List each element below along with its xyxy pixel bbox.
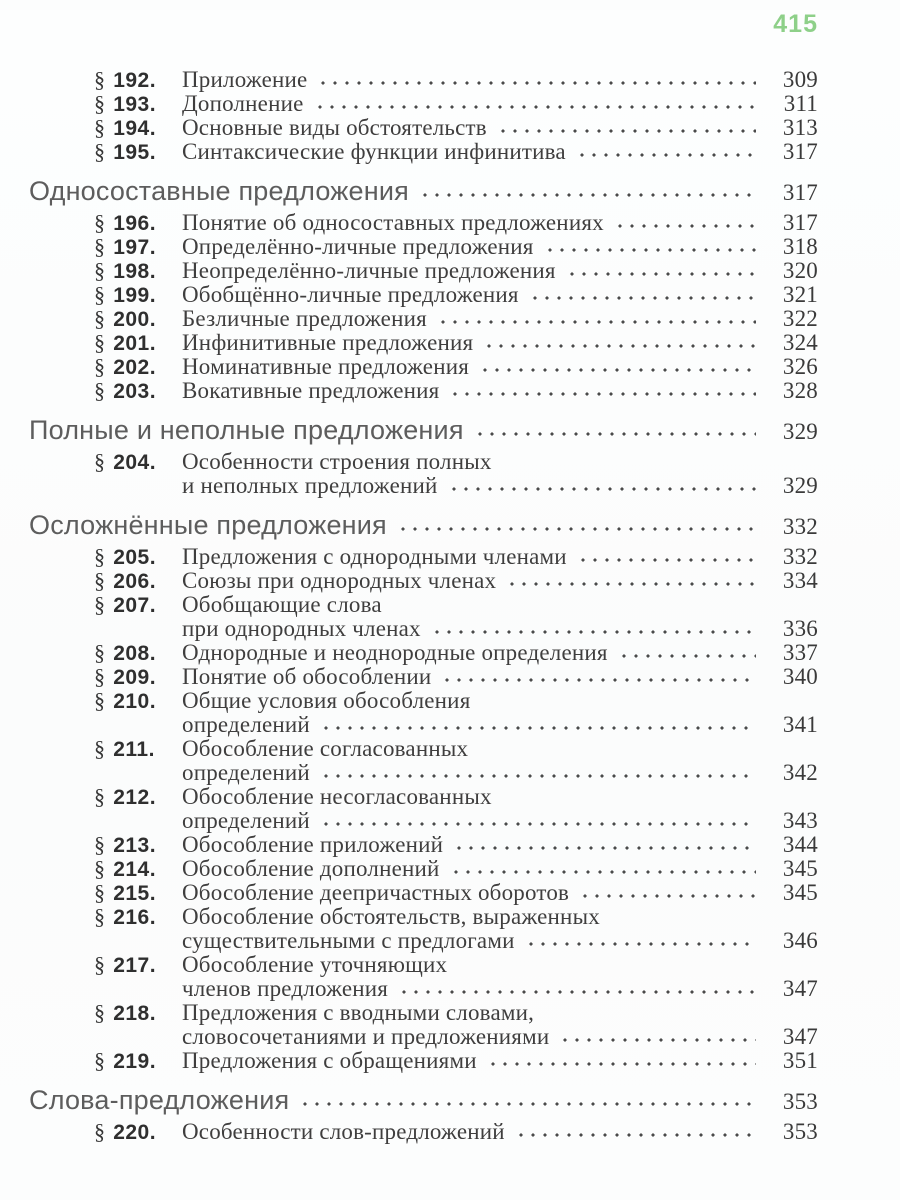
section-mark: § xyxy=(94,856,106,881)
section-mark: § xyxy=(94,234,106,259)
section-mark: § xyxy=(94,784,106,809)
section-mark: § xyxy=(94,832,106,857)
entry-title: Обособление уточняющих xyxy=(182,952,448,977)
entry-number: 195. xyxy=(113,141,157,164)
entry-page-number: 346 xyxy=(782,928,818,953)
section-mark: § xyxy=(94,139,106,164)
entry-page-number: 334 xyxy=(782,568,818,593)
dot-leader xyxy=(614,223,756,229)
toc-entry xyxy=(0,1049,900,1073)
dot-leader xyxy=(529,295,756,301)
toc-entry xyxy=(0,283,900,307)
dot-leader xyxy=(453,845,756,851)
entry-page-number: 309 xyxy=(782,67,818,92)
entry-number: 214. xyxy=(113,858,157,881)
toc-entry xyxy=(0,116,900,140)
section-page-number: 353 xyxy=(782,1089,818,1114)
entry-title: Понятие об обособлении xyxy=(182,664,432,689)
section-mark: § xyxy=(94,306,106,331)
dot-leader xyxy=(448,486,756,492)
toc-section-header xyxy=(0,176,900,206)
section-mark: § xyxy=(94,592,106,617)
entry-title: Особенности строения полных xyxy=(182,449,492,474)
entry-number-cell xyxy=(94,259,182,284)
entry-number: 193. xyxy=(113,93,157,116)
entry-page-number: 353 xyxy=(782,1119,818,1144)
entry-page-number: 311 xyxy=(783,91,818,116)
entry-title: определений xyxy=(182,712,310,737)
section-header-title: Односоставные предложения xyxy=(29,176,409,206)
dot-leader xyxy=(314,104,756,110)
entry-page-number: 318 xyxy=(782,234,818,259)
entry-title: Синтаксические функции инфинитива xyxy=(182,139,566,164)
section-mark: § xyxy=(94,210,106,235)
toc-entry-continuation xyxy=(0,761,900,785)
section-header-title: Слова-предложения xyxy=(29,1085,290,1115)
book-page xyxy=(0,10,900,1200)
dot-leader xyxy=(566,271,756,277)
dot-leader xyxy=(419,192,756,198)
entry-number: 207. xyxy=(113,594,157,617)
toc-entry-continuation xyxy=(0,617,900,641)
dot-leader xyxy=(441,677,756,683)
entry-number-cell xyxy=(94,641,182,666)
entry-number: 206. xyxy=(113,570,157,593)
entry-number: 220. xyxy=(113,1121,157,1144)
entry-title: Обобщающие слова xyxy=(182,592,382,617)
toc-entry xyxy=(0,905,900,929)
entry-title: Дополнение xyxy=(182,91,304,116)
entry-page-number: 344 xyxy=(782,832,818,857)
entry-number-cell xyxy=(94,283,182,308)
dot-leader xyxy=(317,80,756,86)
entry-number: 213. xyxy=(113,834,157,857)
entry-number-cell xyxy=(94,331,182,356)
entry-number-cell xyxy=(94,1049,182,1074)
dot-leader xyxy=(320,821,756,827)
section-mark: § xyxy=(94,354,106,379)
entry-page-number: 320 xyxy=(782,258,818,283)
entry-number: 194. xyxy=(113,117,157,140)
entry-page-number: 345 xyxy=(782,880,818,905)
dot-leader xyxy=(474,431,756,437)
entry-number-cell xyxy=(94,68,182,93)
toc-entry xyxy=(0,355,900,379)
toc-section-header xyxy=(0,415,900,445)
dot-leader xyxy=(579,893,756,899)
toc-entry xyxy=(0,953,900,977)
entry-page-number: 313 xyxy=(782,115,818,140)
toc-entry xyxy=(0,211,900,235)
dot-leader xyxy=(618,653,756,659)
section-mark: § xyxy=(94,544,106,569)
section-mark: § xyxy=(94,640,106,665)
section-mark: § xyxy=(94,91,106,116)
entry-title: Приложение xyxy=(182,67,308,92)
toc-entry xyxy=(0,593,900,617)
entry-page-number: 324 xyxy=(782,330,818,355)
dot-leader xyxy=(320,725,756,731)
toc-entry-continuation xyxy=(0,1025,900,1049)
toc-section-header xyxy=(0,1085,900,1115)
section-mark: § xyxy=(94,904,106,929)
entry-page-number: 341 xyxy=(782,712,818,737)
entry-page-number: 336 xyxy=(782,616,818,641)
toc-entry xyxy=(0,235,900,259)
section-page-number: 332 xyxy=(782,514,818,539)
dot-leader xyxy=(497,128,756,134)
entry-title: Обособление согласованных xyxy=(182,736,469,761)
folio-page-number: 415 xyxy=(773,10,818,38)
entry-page-number: 317 xyxy=(782,210,818,235)
entry-number: 219. xyxy=(113,1050,157,1073)
entry-page-number: 347 xyxy=(782,1024,818,1049)
entry-title: Безличные предложения xyxy=(182,306,427,331)
section-header-title: Полные и неполные предложения xyxy=(29,415,464,445)
table-of-contents xyxy=(0,68,900,1144)
entry-title: Инфинитивные предложения xyxy=(182,330,474,355)
entry-number: 217. xyxy=(113,954,157,977)
entry-page-number: 321 xyxy=(782,282,818,307)
entry-title: членов предложения xyxy=(182,976,389,1001)
entry-page-number: 342 xyxy=(782,760,818,785)
entry-page-number: 340 xyxy=(782,664,818,689)
entry-title: Обособление несогласованных xyxy=(182,784,492,809)
toc-entry xyxy=(0,785,900,809)
entry-title: Определённо-личные предложения xyxy=(182,234,534,259)
entry-number-cell xyxy=(94,235,182,260)
entry-page-number: 347 xyxy=(782,976,818,1001)
entry-number: 210. xyxy=(113,690,157,713)
toc-entry-continuation xyxy=(0,977,900,1001)
section-mark: § xyxy=(94,1048,106,1073)
entry-title: Обособление обстоятельств, выраженных xyxy=(182,904,600,929)
section-mark: § xyxy=(94,330,106,355)
toc-entry xyxy=(0,92,900,116)
entry-title: определений xyxy=(182,808,310,833)
entry-number: 211. xyxy=(113,738,155,761)
section-mark: § xyxy=(94,568,106,593)
entry-number-cell xyxy=(94,355,182,380)
entry-page-number: 337 xyxy=(782,640,818,665)
entry-title: Однородные и неоднородные определения xyxy=(182,640,608,665)
entry-title: Обособление дополнений xyxy=(182,856,440,881)
toc-entry xyxy=(0,1001,900,1025)
toc-entry xyxy=(0,569,900,593)
toc-entry-continuation xyxy=(0,474,900,498)
entry-number: 199. xyxy=(113,284,157,307)
entry-title: Обобщённо-личные предложения xyxy=(182,282,519,307)
entry-number: 201. xyxy=(113,332,157,355)
entry-number: 192. xyxy=(113,69,157,92)
toc-entry xyxy=(0,833,900,857)
dot-leader xyxy=(483,343,756,349)
section-mark: § xyxy=(94,736,106,761)
toc-entry xyxy=(0,545,900,569)
entry-title: существительными с предлогами xyxy=(182,928,515,953)
entry-number: 202. xyxy=(113,356,157,379)
entry-number: 203. xyxy=(113,380,157,403)
dot-leader xyxy=(449,391,756,397)
entry-number-cell xyxy=(94,785,182,810)
entry-title: Вокативные предложения xyxy=(182,378,440,403)
dot-leader xyxy=(506,581,756,587)
entry-number: 216. xyxy=(113,906,157,929)
entry-title: Предложения с вводными словами, xyxy=(182,1000,535,1025)
entry-number: 196. xyxy=(113,212,157,235)
toc-entry-continuation xyxy=(0,929,900,953)
entry-number: 215. xyxy=(113,882,157,905)
entry-title: словосочетаниями и предложениями xyxy=(182,1024,550,1049)
section-mark: § xyxy=(94,952,106,977)
entry-number-cell xyxy=(94,689,182,714)
entry-number-cell xyxy=(94,545,182,570)
entry-number-cell xyxy=(94,450,182,475)
entry-page-number: 345 xyxy=(782,856,818,881)
dot-leader xyxy=(397,526,756,532)
toc-entry-continuation xyxy=(0,809,900,833)
dot-leader xyxy=(487,1061,756,1067)
toc-entry xyxy=(0,641,900,665)
toc-entry xyxy=(0,450,900,474)
entry-number: 218. xyxy=(113,1002,157,1025)
entry-page-number: 343 xyxy=(782,808,818,833)
toc-entry xyxy=(0,737,900,761)
entry-number-cell xyxy=(94,1120,182,1145)
entry-number: 209. xyxy=(113,666,157,689)
toc-entry xyxy=(0,68,900,92)
dot-leader xyxy=(320,773,756,779)
entry-title: Общие условия обособления xyxy=(182,688,471,713)
entry-title: Основные виды обстоятельств xyxy=(182,115,487,140)
entry-title: и неполных предложений xyxy=(182,473,438,498)
toc-entry xyxy=(0,1120,900,1144)
entry-number-cell xyxy=(94,737,182,762)
section-mark: § xyxy=(94,1000,106,1025)
section-mark: § xyxy=(94,115,106,140)
entry-title: при однородных членах xyxy=(182,616,421,641)
entry-number: 200. xyxy=(113,308,157,331)
entry-title: Союзы при однородных членах xyxy=(182,568,497,593)
section-mark: § xyxy=(94,378,106,403)
toc-entry xyxy=(0,331,900,355)
dot-leader xyxy=(299,1101,756,1107)
dot-leader xyxy=(437,319,756,325)
section-mark: § xyxy=(94,258,106,283)
entry-number-cell xyxy=(94,881,182,906)
entry-page-number: 317 xyxy=(782,139,818,164)
section-mark: § xyxy=(94,449,106,474)
entry-title: Понятие об односоставных предложениях xyxy=(182,210,604,235)
toc-entry xyxy=(0,140,900,164)
entry-number-cell xyxy=(94,593,182,618)
entry-title: Неопределённо-личные предложения xyxy=(182,258,556,283)
entry-number-cell xyxy=(94,905,182,930)
entry-number-cell xyxy=(94,569,182,594)
section-mark: § xyxy=(94,1119,106,1144)
entry-page-number: 322 xyxy=(782,306,818,331)
entry-number-cell xyxy=(94,116,182,141)
entry-number: 198. xyxy=(113,260,157,283)
section-page-number: 329 xyxy=(782,419,818,444)
entry-number-cell xyxy=(94,379,182,404)
entry-number: 204. xyxy=(113,451,157,474)
section-mark: § xyxy=(94,688,106,713)
entry-title: Номинативные предложения xyxy=(182,354,470,379)
entry-number-cell xyxy=(94,307,182,332)
toc-entry xyxy=(0,881,900,905)
dot-leader xyxy=(398,989,756,995)
entry-title: Предложения с однородными членами xyxy=(182,544,567,569)
section-mark: § xyxy=(94,664,106,689)
toc-entry xyxy=(0,689,900,713)
dot-leader xyxy=(544,247,756,253)
dot-leader xyxy=(431,629,756,635)
entry-page-number: 332 xyxy=(782,544,818,569)
dot-leader xyxy=(576,152,756,158)
entry-number: 212. xyxy=(113,786,157,809)
entry-number: 208. xyxy=(113,642,157,665)
entry-number-cell xyxy=(94,211,182,236)
entry-title: определений xyxy=(182,760,310,785)
toc-section-header xyxy=(0,510,900,540)
toc-entry xyxy=(0,307,900,331)
toc-entry xyxy=(0,857,900,881)
entry-number: 205. xyxy=(113,546,157,569)
entry-title: Предложения с обращениями xyxy=(182,1048,477,1073)
entry-number-cell xyxy=(94,833,182,858)
dot-leader xyxy=(577,557,756,563)
dot-leader xyxy=(525,941,756,947)
entry-title: Обособление деепричастных оборотов xyxy=(182,880,570,905)
entry-number-cell xyxy=(94,665,182,690)
section-header-title: Осложнённые предложения xyxy=(29,510,387,540)
entry-number-cell xyxy=(94,1001,182,1026)
entry-page-number: 351 xyxy=(782,1048,818,1073)
toc-entry xyxy=(0,379,900,403)
entry-page-number: 329 xyxy=(782,473,818,498)
dot-leader xyxy=(450,869,756,875)
entry-number-cell xyxy=(94,92,182,117)
section-mark: § xyxy=(94,67,106,92)
entry-number-cell xyxy=(94,857,182,882)
dot-leader xyxy=(479,367,756,373)
toc-entry xyxy=(0,259,900,283)
section-mark: § xyxy=(94,880,106,905)
entry-page-number: 328 xyxy=(782,378,818,403)
entry-number-cell xyxy=(94,140,182,165)
entry-number: 197. xyxy=(113,236,157,259)
section-mark: § xyxy=(94,282,106,307)
entry-number-cell xyxy=(94,953,182,978)
entry-page-number: 326 xyxy=(782,354,818,379)
toc-entry xyxy=(0,665,900,689)
dot-leader xyxy=(515,1132,756,1138)
dot-leader xyxy=(559,1037,756,1043)
entry-title: Обособление приложений xyxy=(182,832,444,857)
entry-title: Особенности слов-предложений xyxy=(182,1119,505,1144)
section-page-number: 317 xyxy=(782,180,818,205)
toc-entry-continuation xyxy=(0,713,900,737)
